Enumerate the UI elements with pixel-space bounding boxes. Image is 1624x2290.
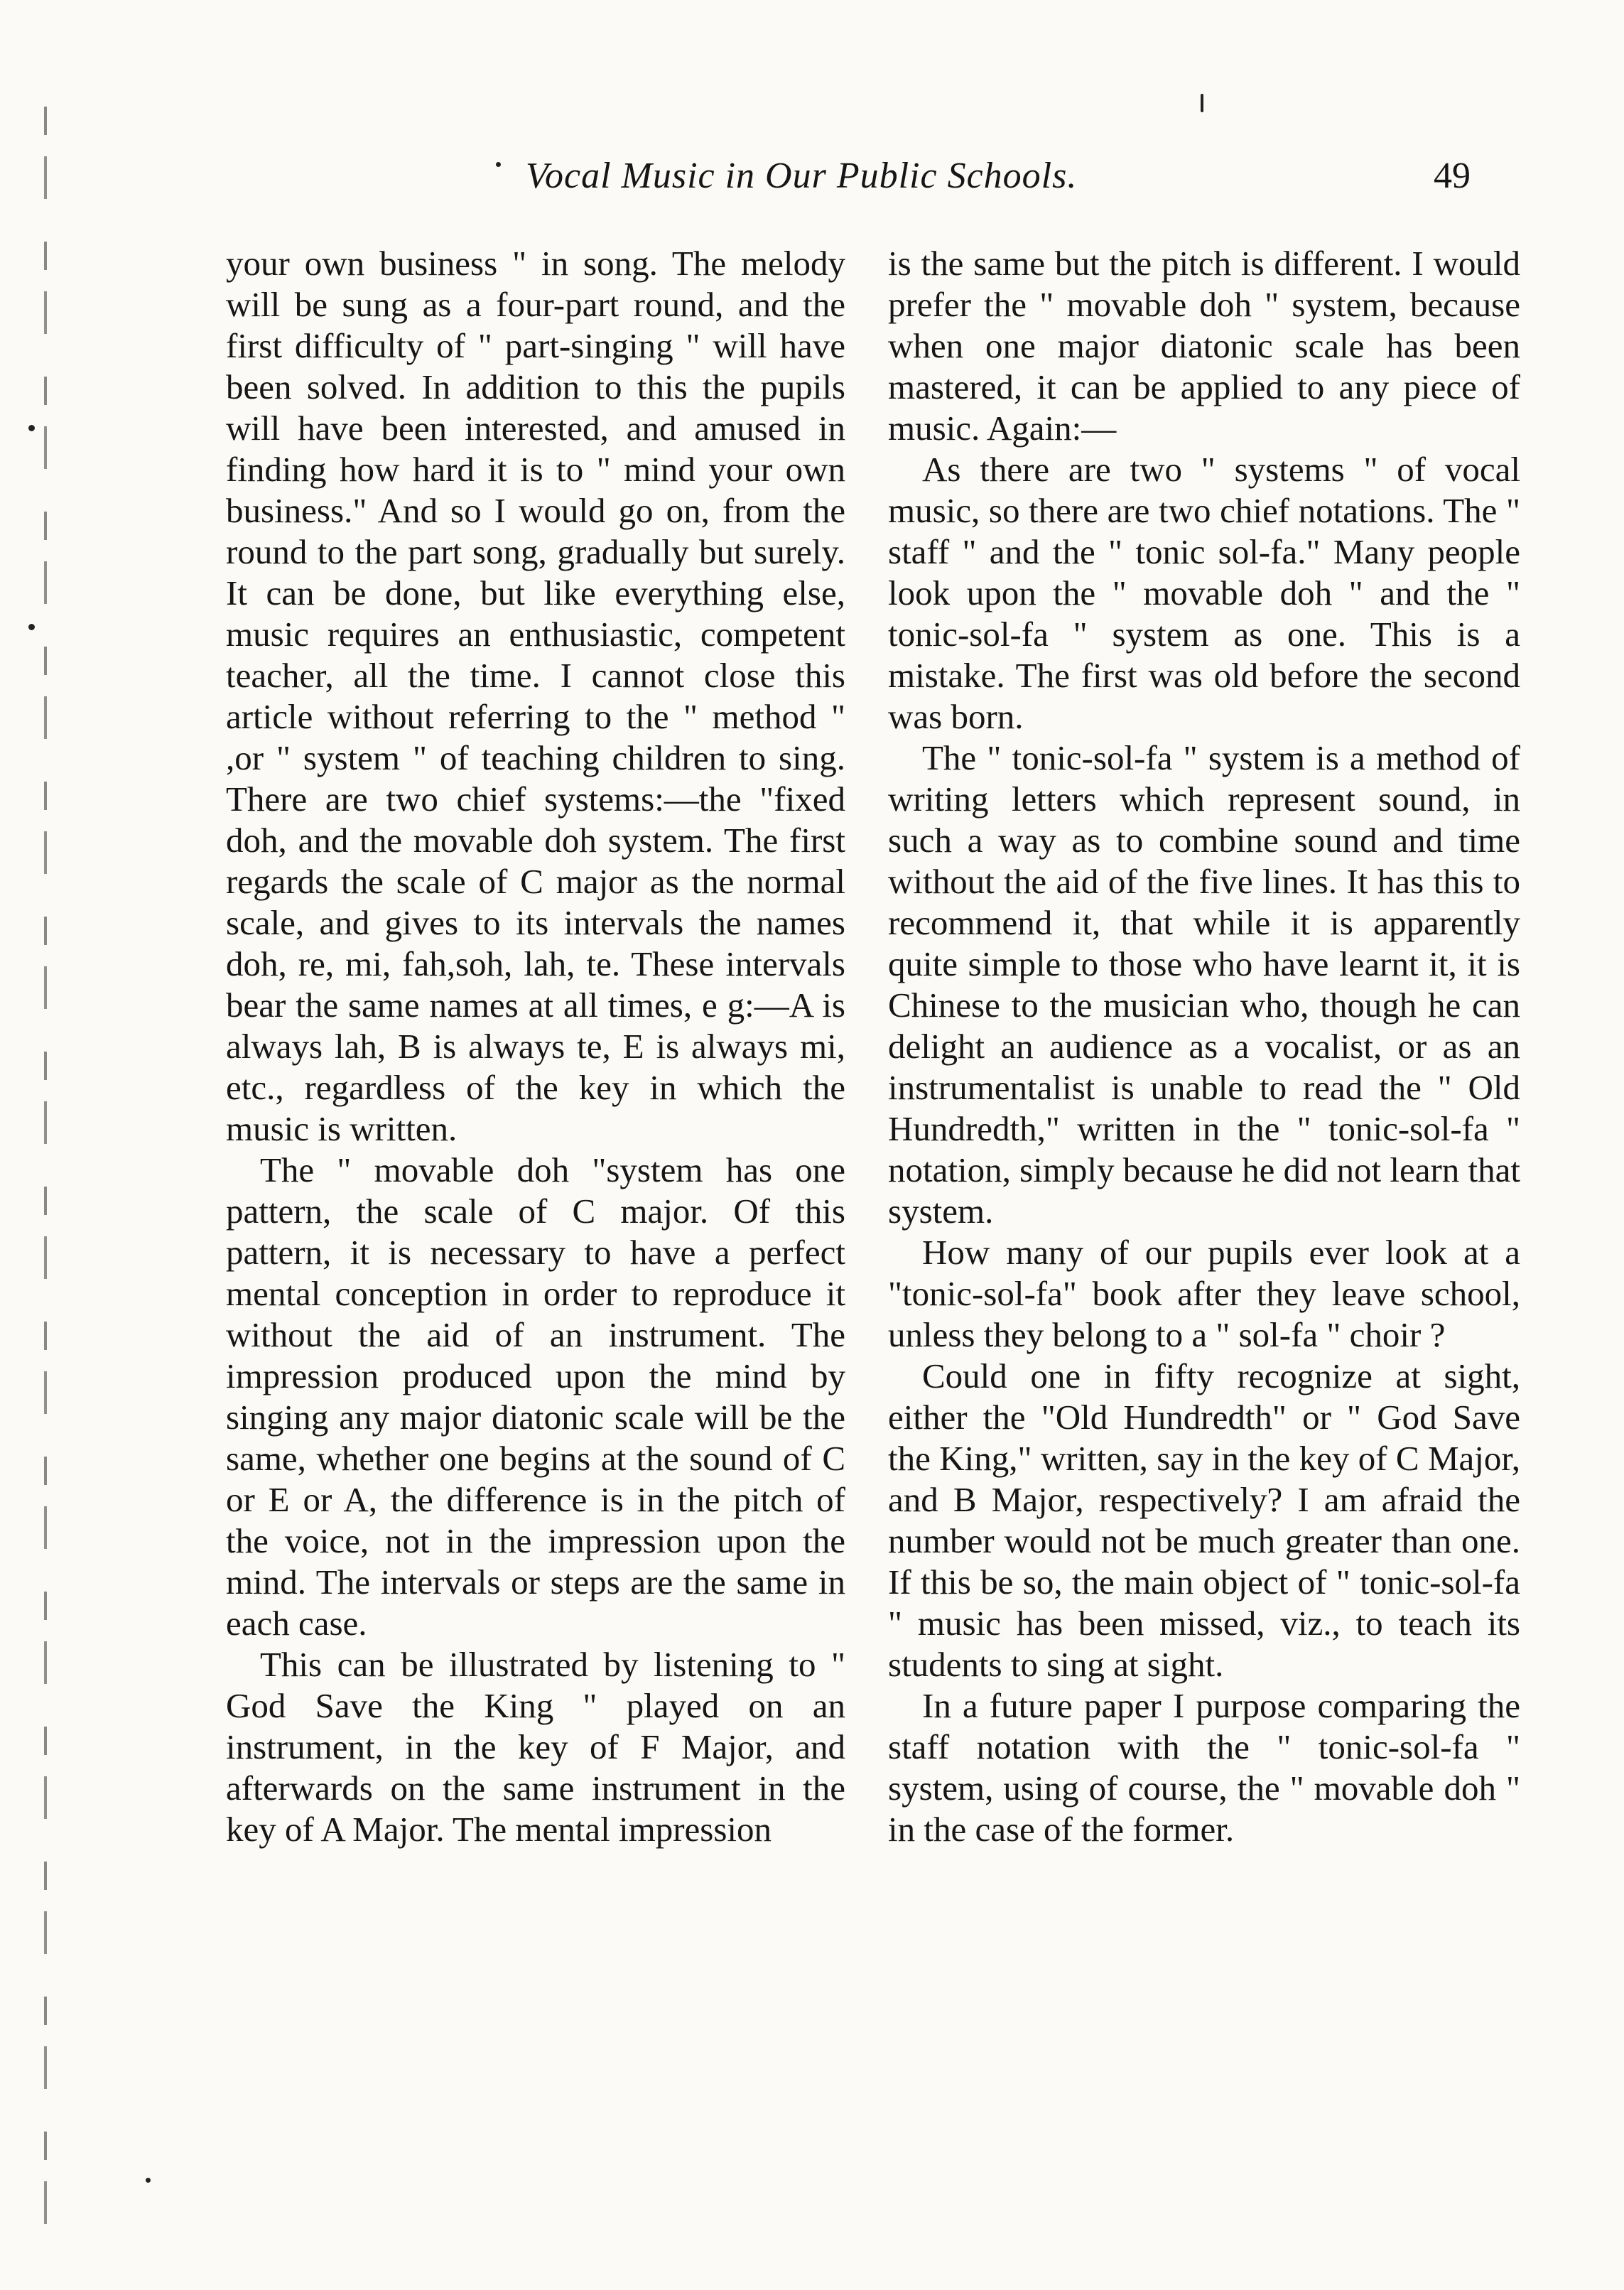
paragraph: your own business " in song. The melody will be sung as a four-part round, and the first difficulty of " part-singing " will have been solved. In addition to this the pupils will have been interested, and amused in finding how hard it is to " mind your own business." And so I would go on, from the round to the part song, gradually but surely. It can be done, but like everything else, music requires an enthusiastic, competent teacher, all the time. I cannot close this article without referring to the " method " ,or " system " of teaching children to sing. There are two chief systems:—the "fixed doh, and the movable doh system. The first regards the scale of C major as the normal scale, and gives to its intervals the names doh, re, mi, fah,soh, lah, te. These intervals bear the same names at all times, e g:—A is always lah, B is always te, E is always mi, etc., regardless of the key in which the music is written.	[226, 244, 845, 1148]
paragraph: The " tonic-sol-fa " system is a method of writing letters which represent sound, in such a way as to combine sound and time without the aid of the five lines. It has this to recommend it, that while it is apparently quite simple to those who have learnt it, it is Chinese to the musician who, though he can delight an audience as a vocalist, or as an instrumentalist is unable to read the " Old Hundredth," written in the " tonic-sol-fa " notation, simply because he did not learn that system.	[888, 738, 1520, 1231]
scan-speck	[496, 162, 501, 167]
paragraph: This can be illustrated by listening to " God Save the King " played on an instrument, in the key of F Major, and afterwards on the same instrument in the key of A Major. The mental impression	[226, 1645, 845, 1849]
scan-speck	[1201, 94, 1203, 112]
paragraph: In a future paper I purpose comparing the staff notation with the " tonic-sol-fa " system, using of course, the " movable doh " in the case of the former.	[888, 1686, 1520, 1849]
page-number: 49	[1434, 156, 1471, 196]
scan-speck	[146, 2178, 151, 2183]
paragraph: Could one in fifty recognize at sight, either the "Old Hundredth" or " God Save the King," written, say in the key of C Major, and B Major, respectively? I am afraid the number would not be much greater than one. If this be so, the main object of " tonic-sol-fa " music has been missed, viz., to teach its students to sing at sight.	[888, 1356, 1520, 1684]
running-title: Vocal Music in Our Public Schools.	[526, 156, 1078, 196]
page-edge-scan-artifact	[44, 107, 47, 2267]
left-text-column	[226, 243, 845, 1850]
scan-speck	[28, 624, 35, 630]
paragraph: The " movable doh "system has one pattern, the scale of C major. Of this pattern, it is necessary to have a perfect mental conception in order to reproduce it without the aid of an instrument. The impression produced upon the mind by singing any major diatonic scale will be the same, whether one begins at the sound of C or E or A, the difference is in the pitch of the voice, not in the impression upon the mind. The intervals or steps are the same in each case.	[226, 1150, 845, 1643]
paragraph: As there are two " systems " of vocal music, so there are two chief notations. The " staff " and the " tonic sol-fa." Many people look upon the " movable doh " and the " tonic-sol-fa " system as one. This is a mistake. The first was old before the second was born.	[888, 450, 1520, 736]
right-text-column	[888, 243, 1520, 1850]
paragraph: is the same but the pitch is different. I would prefer the " movable doh " system, because when one major diatonic scale has been mastered, it can be applied to any piece of music. Again:—	[888, 244, 1520, 448]
paragraph: How many of our pupils ever look at a "tonic-sol-fa" book after they leave school, unless they belong to a " sol-fa " choir ?	[888, 1233, 1520, 1354]
scan-speck	[28, 425, 35, 431]
